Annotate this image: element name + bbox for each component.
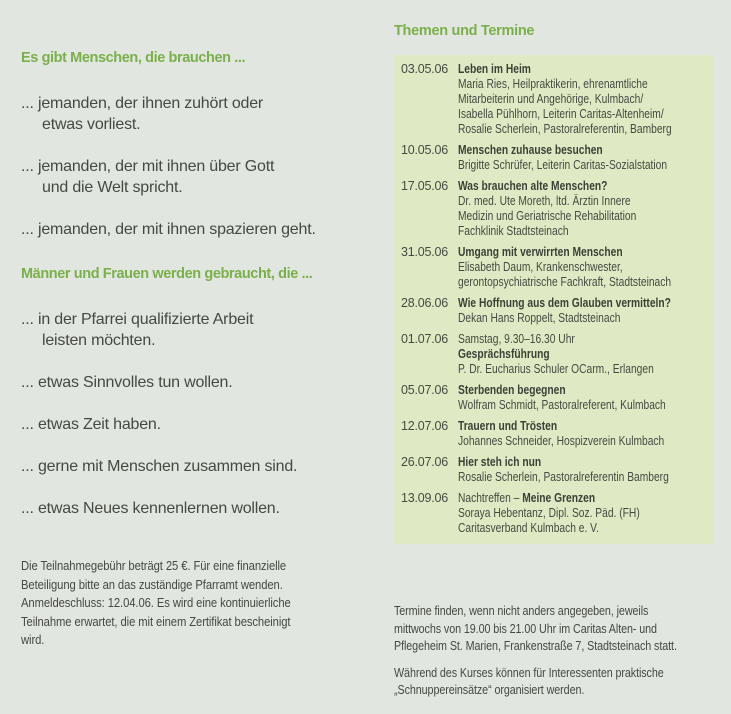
schedule-entry <box>401 296 706 326</box>
schedule-entry-body <box>458 419 664 449</box>
schedule-text: Brigitte Schrüfer, Leiterin Caritas-Sozialstation <box>458 158 668 172</box>
left-list-2 <box>21 309 369 519</box>
list-item <box>21 309 369 351</box>
list-item-line: ... etwas Zeit haben. <box>21 416 161 433</box>
schedule-topic: Was brauchen alte Menschen? <box>458 179 608 193</box>
schedule-date: 28.06.06 <box>401 296 449 310</box>
footnote-line: Beteiligung bitte an das zuständige Pfarramt wenden. <box>21 577 283 592</box>
schedule-text: Dr. med. Ute Moreth, ltd. Ärztin Innere <box>458 194 631 208</box>
footnote-line: Die Teilnahmegebühr beträgt 25 €. Für eine finanzielle <box>21 559 287 573</box>
schedule-date: 03.05.06 <box>401 62 449 76</box>
schedule-date: 12.07.06 <box>401 419 449 433</box>
schedule-text: Rosalie Scherlein, Pastoralreferentin Bamberg <box>458 470 669 484</box>
schedule-entry <box>401 419 706 449</box>
schedule-line <box>458 143 667 158</box>
schedule-text: Caritasverband Kulmbach e. V. <box>458 521 599 535</box>
schedule-line <box>458 470 669 485</box>
section-heading-men-women-needed: Männer und Frauen werden gebraucht, die ... <box>21 266 313 282</box>
schedule-line <box>458 107 672 122</box>
schedule-line <box>458 245 671 260</box>
schedule-entry-body <box>458 332 661 377</box>
footnote-line: Pflegeheim St. Marien, Frankenstraße 7, Stadtsteinach statt. <box>394 639 677 653</box>
schedule-entry <box>401 62 706 137</box>
schedule-entry <box>401 179 706 239</box>
schedule-line <box>458 521 661 536</box>
schedule-text: Rosalie Scherlein, Pastoralreferentin, Bamberg <box>458 122 672 136</box>
schedule-entry-body <box>458 143 667 173</box>
footnote-line: „Schnuppereinsätze“ organisiert werden. <box>394 683 585 697</box>
section-heading-people-need: Es gibt Menschen, die brauchen ... <box>21 50 246 66</box>
right-footnote-1 <box>394 603 677 656</box>
schedule-text: Fachklinik Stadtsteinach <box>458 224 569 238</box>
footnote-line: Termine finden, wenn nicht anders angegeben, jeweils <box>394 604 649 618</box>
list-item-line: ... jemanden, der mit ihnen über Gott <box>21 158 275 175</box>
list-item <box>21 156 369 198</box>
list-item-line: und die Welt spricht. <box>42 179 183 196</box>
list-item <box>21 93 369 135</box>
schedule-date: 26.07.06 <box>401 455 449 469</box>
list-item-line: leisten möchten. <box>42 332 156 349</box>
footnote-line: Teilnahme erwartet, die mit einem Zertifikat bescheinigt <box>21 614 291 629</box>
schedule-date: 01.07.06 <box>401 332 449 346</box>
schedule-line <box>458 434 664 449</box>
right-footnote-2 <box>394 665 669 700</box>
schedule-date: 17.05.06 <box>401 179 449 193</box>
schedule-date: 31.05.06 <box>401 245 449 259</box>
schedule-text: Isabella Pühlhorn, Leiterin Caritas-Altenheim/ <box>458 107 664 121</box>
schedule-date: 13.09.06 <box>401 491 449 505</box>
schedule-date: 10.05.06 <box>401 143 449 157</box>
schedule-topic: Leben im Heim <box>458 62 531 76</box>
schedule-line <box>458 194 661 209</box>
footnote-line: Während des Kurses können für Interessenten praktische <box>394 665 664 680</box>
list-item-line: ... jemanden, der ihnen zuhört oder <box>21 95 264 112</box>
list-item <box>21 456 369 477</box>
schedule-text: Maria Ries, Heilpraktikerin, ehrenamtliche <box>458 77 648 91</box>
schedule-heading: Themen und Termine <box>394 23 535 39</box>
schedule-text: Wolfram Schmidt, Pastoralreferent, Kulmbach <box>458 398 666 412</box>
list-item <box>21 498 369 519</box>
schedule-line <box>458 383 666 398</box>
list-item-line: ... jemanden, der mit ihnen spazieren geht. <box>21 221 316 238</box>
schedule-text: Johannes Schneider, Hospizverein Kulmbach <box>458 434 665 448</box>
schedule-entry <box>401 455 706 485</box>
schedule-line <box>458 92 672 107</box>
schedule-entry-body <box>458 245 671 290</box>
footnote-line: mittwochs von 19.00 bis 21.00 Uhr im Caritas Alten- und <box>394 621 657 636</box>
schedule-topic: Hier steh ich nun <box>458 455 542 469</box>
schedule-topic: Meine Grenzen <box>522 491 596 505</box>
schedule-entry-body <box>458 296 671 326</box>
schedule-line <box>458 296 671 311</box>
schedule-line <box>458 275 671 290</box>
schedule-text: P. Dr. Eucharius Schuler OCarm., Erlangen <box>458 362 654 376</box>
schedule-line <box>458 398 666 413</box>
schedule-entry-body <box>458 491 661 536</box>
schedule-entry-body <box>458 455 669 485</box>
footnote-line: Anmeldeschluss: 12.04.06. Es wird eine kontinuierliche <box>21 596 291 610</box>
list-item <box>21 414 369 435</box>
schedule-line <box>458 77 672 92</box>
schedule-line <box>458 332 661 347</box>
schedule-text: Medizin und Geriatrische Rehabilitation <box>458 209 637 223</box>
schedule-date: 05.07.06 <box>401 383 449 397</box>
schedule-entry <box>401 143 706 173</box>
schedule-topic: Sterbenden begegnen <box>458 383 566 397</box>
schedule-entry <box>401 245 706 290</box>
schedule-text: gerontopsychiatrische Fachkraft, Stadtsteinach <box>458 275 672 289</box>
schedule-line <box>458 347 661 362</box>
schedule-line <box>458 491 661 506</box>
schedule-topic: Menschen zuhause besuchen <box>458 143 603 157</box>
schedule-line <box>458 209 661 224</box>
schedule-box <box>394 55 714 544</box>
schedule-entry-body <box>458 179 661 239</box>
schedule-entry-body <box>458 62 672 137</box>
schedule-entry-body <box>458 383 666 413</box>
schedule-text: Samstag, 9.30–16.30 Uhr <box>458 332 575 346</box>
schedule-topic: Trauern und Trösten <box>458 419 558 433</box>
list-item-line: ... etwas Sinnvolles tun wollen. <box>21 374 233 391</box>
list-item <box>21 219 369 240</box>
left-list-1 <box>21 93 369 240</box>
schedule-entry <box>401 332 706 377</box>
schedule-line <box>458 506 661 521</box>
schedule-text: Mitarbeiterin und Angehörige, Kulmbach/ <box>458 92 644 106</box>
footnote-line: wird. <box>21 633 45 647</box>
schedule-text: Soraya Hebentanz, Dipl. Soz. Päd. (FH) <box>458 506 640 520</box>
schedule-entry <box>401 383 706 413</box>
left-footnote <box>21 557 334 650</box>
schedule-line <box>458 122 672 137</box>
schedule-line <box>458 158 667 173</box>
schedule-entry <box>401 491 706 536</box>
list-item-line: ... etwas Neues kennenlernen wollen. <box>21 500 280 517</box>
schedule-line <box>458 455 669 470</box>
list-item-line: ... in der Pfarrei qualifizierte Arbeit <box>21 311 254 328</box>
schedule-topic: Wie Hoffnung aus dem Glauben vermitteln? <box>458 296 671 310</box>
list-item-line: ... gerne mit Menschen zusammen sind. <box>21 458 298 475</box>
schedule-line <box>458 311 671 326</box>
schedule-topic: Umgang mit verwirrten Menschen <box>458 245 623 259</box>
schedule-line <box>458 62 672 77</box>
schedule-topic: Gesprächsführung <box>458 347 550 361</box>
schedule-text: Elisabeth Daum, Krankenschwester, <box>458 260 623 274</box>
schedule-text: Dekan Hans Roppelt, Stadtsteinach <box>458 311 621 325</box>
schedule-line <box>458 419 664 434</box>
schedule-line <box>458 362 661 377</box>
schedule-text: Nachtreffen – <box>458 491 523 505</box>
left-column <box>21 0 369 650</box>
list-item-line: etwas vorliest. <box>42 116 141 133</box>
schedule-line <box>458 224 661 239</box>
list-item <box>21 372 369 393</box>
right-column <box>394 0 714 700</box>
schedule-line <box>458 260 671 275</box>
schedule-line <box>458 179 661 194</box>
